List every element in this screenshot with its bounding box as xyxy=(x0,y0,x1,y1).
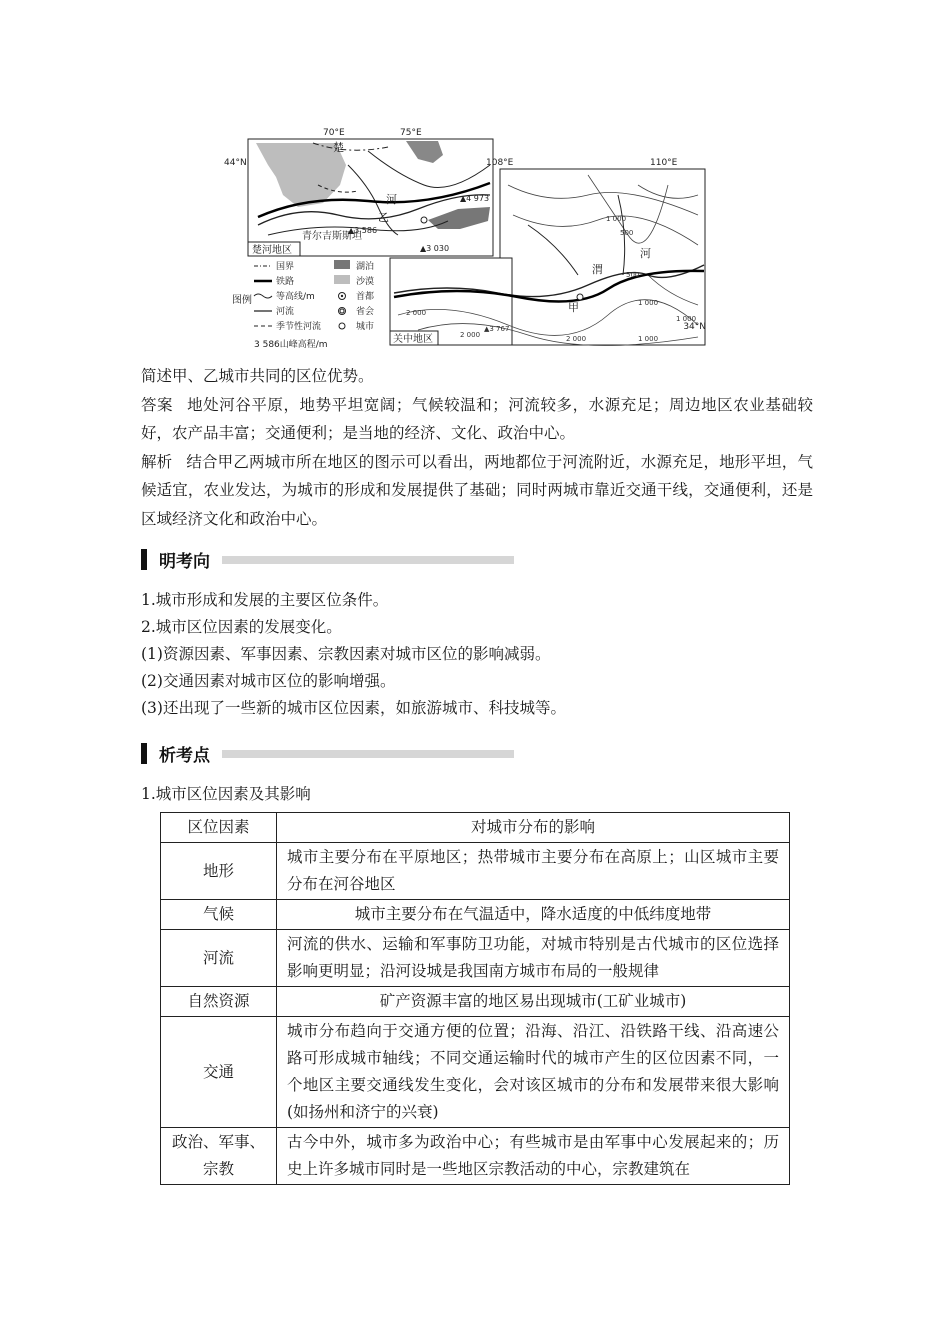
lon-label-110: 110°E xyxy=(650,158,678,168)
lon-label-108: 108°E xyxy=(486,158,514,168)
list-item: 2.城市区位因素的发展变化。 xyxy=(141,618,342,636)
effect-cell: 古今中外，城市多为政治中心；有些城市是由军事中心发展起来的；历史上许多城市同时是一些地区宗教活动的中心，宗教建筑在 xyxy=(277,1128,790,1185)
legend xyxy=(232,260,374,350)
contour-label: 1 000 xyxy=(638,299,659,307)
effect-cell: 矿产资源丰富的地区易出现城市(工矿业城市) xyxy=(277,987,790,1017)
table-row xyxy=(161,930,790,987)
label-kyrgyzstan: 青尔吉斯斯坦 xyxy=(302,231,362,242)
label-chu: 楚 xyxy=(333,141,344,154)
legend-item: 河流 xyxy=(276,307,295,317)
label-he-left: 河 xyxy=(386,193,397,206)
left-map-title: 楚河地区 xyxy=(252,245,292,256)
analysis-text: 结合甲乙两城市所在地区的图示可以看出，两地都位于河流附近，水源充足，地形平坦，气候适宜，农业发达，为城市的形成和发展提供了基础；同时两城市靠近交通干线，交通便利，还是区域经济文化和政治中心。 xyxy=(141,452,813,528)
section-heading-mingkaoxiang xyxy=(141,546,514,572)
analysis-label: 解析 xyxy=(141,452,173,471)
legend-item: 湖泊 xyxy=(356,262,375,272)
contour-label: 500 xyxy=(626,271,640,279)
contour-label: 1 000 xyxy=(676,315,697,323)
effect-cell: 河流的供水、运输和军事防卫功能，对城市特别是古代城市的区位选择影响更明显；沿河设城是我国南方城市布局的一般规律 xyxy=(277,930,790,987)
legend-item: 等高线/m xyxy=(276,292,315,302)
section-rule xyxy=(222,750,514,758)
peak-3586: ▲3 586 xyxy=(348,226,378,235)
effect-cell: 城市主要分布在平原地区；热带城市主要分布在高原上；山区城市主要分布在河谷地区 xyxy=(277,843,790,900)
factor-cell: 地形 xyxy=(161,843,277,900)
label-jia: 甲 xyxy=(568,301,579,314)
lat-label-44: 44°N xyxy=(224,158,247,168)
factor-cell: 自然资源 xyxy=(161,987,277,1017)
table-row xyxy=(161,987,790,1017)
subtitle-text: 1.城市区位因素及其影响 xyxy=(141,785,311,803)
section-bar-icon xyxy=(141,549,147,570)
city-yi-marker xyxy=(421,217,427,223)
right-map-title: 关中地区 xyxy=(393,334,433,345)
list-item: (2)交通因素对城市区位的影响增强。 xyxy=(141,672,396,690)
section-title: 析考点 xyxy=(159,745,210,766)
factor-cell: 交通 xyxy=(161,1017,277,1128)
peak-4973: ▲4 973 xyxy=(460,194,490,203)
effect-cell: 城市分布趋向于交通方便的位置；沿海、沿江、沿铁路干线、沿高速公路可形成城市轴线；不同交通运输时代的城市产生的区位因素不同，一个地区主要交通线发生变化，会对该区城市的分布和发展带来很大影响(如扬州和济宁的兴衰) xyxy=(277,1017,790,1128)
table-header-row xyxy=(161,813,790,843)
legend-item: 3 586山峰高程/m xyxy=(254,340,328,350)
map-figure xyxy=(224,125,708,355)
legend-item: 省会 xyxy=(356,307,375,317)
section-heading-xikaodian xyxy=(141,740,514,766)
legend-item: 首都 xyxy=(356,292,375,302)
answer-text: 地处河谷平原，地势平坦宽阔；气候较温和；河流较多，水源充足；周边地区农业基础较好，农产品丰富；交通便利；是当地的经济、文化、政治中心。 xyxy=(141,395,813,442)
effect-cell: 城市主要分布在气温适中，降水适度的中低纬度地带 xyxy=(277,900,790,930)
legend-item: 沙漠 xyxy=(356,277,375,287)
answer-label: 答案 xyxy=(141,395,174,414)
lake-legend-swatch xyxy=(334,260,350,269)
contour-label: 2 000 xyxy=(406,309,427,317)
peak-3767: ▲3 767 xyxy=(484,325,510,333)
lon-label-70: 70°E xyxy=(323,128,345,138)
factor-cell: 政治、军事、宗教 xyxy=(161,1128,277,1185)
list-item: (1)资源因素、军事因素、宗教因素对城市区位的影响减弱。 xyxy=(141,645,551,663)
table-row xyxy=(161,1128,790,1185)
contour-label: 1 000 xyxy=(606,215,627,223)
table-row xyxy=(161,900,790,930)
analysis-paragraph xyxy=(141,448,813,534)
contour-label: 500 xyxy=(620,229,634,237)
section-bar-icon xyxy=(141,743,147,764)
table-header-cell: 对城市分布的影响 xyxy=(277,813,790,843)
legend-item: 城市 xyxy=(356,322,375,332)
lon-label-75: 75°E xyxy=(400,128,422,138)
contour-label: 2 000 xyxy=(460,331,481,339)
peak-3030: ▲3 030 xyxy=(420,244,450,253)
lat-label-34: 34°N xyxy=(683,322,706,332)
contour-label: 2 000 xyxy=(566,335,587,343)
legend-item: 季节性河流 xyxy=(276,322,322,332)
section-rule xyxy=(222,556,514,564)
legend-label xyxy=(232,293,252,306)
table-row xyxy=(161,1017,790,1128)
legend-item: 铁路 xyxy=(276,277,295,287)
factor-cell: 气候 xyxy=(161,900,277,930)
section2-subtitle xyxy=(141,781,311,808)
section-title: 明考向 xyxy=(159,551,210,572)
answer-paragraph xyxy=(141,391,813,448)
table-header-cell: 区位因素 xyxy=(161,813,277,843)
location-factors-table xyxy=(160,812,790,1185)
table-row xyxy=(161,843,790,900)
contour-label: 1 000 xyxy=(638,335,659,343)
factor-cell: 河流 xyxy=(161,930,277,987)
qa-block xyxy=(141,362,813,533)
list-item: (3)还出现了一些新的城市区位因素，如旅游城市、科技城等。 xyxy=(141,699,566,717)
desert-legend-swatch xyxy=(334,275,350,284)
question-text: 简述甲、乙城市共同的区位优势。 xyxy=(141,367,374,385)
legend-item: 国界 xyxy=(276,262,295,272)
legend-label-text: 图例 xyxy=(232,295,252,306)
list-item: 1.城市形成和发展的主要区位条件。 xyxy=(141,591,389,609)
city-jia-marker xyxy=(577,294,583,300)
label-yi: 乙 xyxy=(378,211,389,224)
left-map xyxy=(224,128,493,256)
label-wei: 渭 xyxy=(592,263,603,276)
section1-list xyxy=(141,587,566,722)
label-he-right: 河 xyxy=(640,247,651,260)
